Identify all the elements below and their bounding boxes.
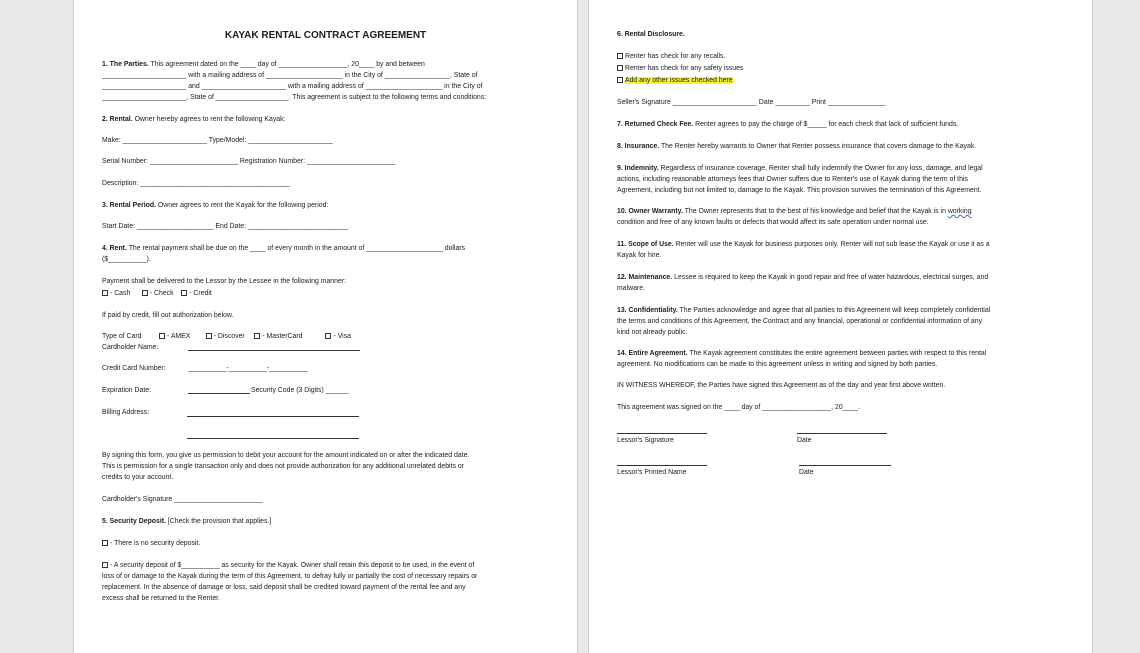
authorization-text-2: This is permission for a single transaction only and does not provide authorization for any additional unrelated debits or [102,463,464,470]
indemnity-line-3: Agreement, including but not limited to, damage to the Kayak. This provision survives the termination of this Agreement. [617,187,982,194]
lessor-signature-line[interactable] [617,433,707,434]
lessor-signature-label: Lessor's Signature [617,437,674,444]
visa-checkbox[interactable] [325,333,331,339]
billing-address-line-1[interactable] [187,416,359,417]
no-deposit-option: - There is no security deposit. [102,539,200,550]
section-rental-period: 3. Rental Period. Owner agrees to rent the Kayak for the following period: [102,202,329,209]
highlighted-text: Add any other issues checked here [625,77,733,84]
credit-card-number-label: Credit Card Number: [102,365,166,372]
section-confidentiality: 13. Confidentiality. The Parties acknowledge and agree that all parties to this Agreement will keep completely confidential [617,307,991,314]
lessor-printed-name-line[interactable] [617,465,707,466]
confidentiality-line-3: kind not already public. [617,329,688,336]
billing-address-line-2[interactable] [187,438,359,439]
section-maintenance: 12. Maintenance. Lessee is required to keep the Kayak in good repair and free of water hazardous, electrical surges, and [617,274,989,281]
cardholder-name-label: Cardholder Name: [102,344,159,351]
date-label-2: Date [799,469,814,476]
section-parties-line2: ______________________ with a mailing address of ____________________ in the City of _________________, State of [102,72,478,79]
owner-warranty-line-2: condition and free of any known faults or defects that would affect its safe operation under normal use. [617,219,929,226]
section-indemnity: 9. Indemnity. Regardless of insurance coverage, Renter shall fully indemnify the Owner for any loss, damage, and legal [617,165,983,172]
rent-amount-line: ($__________). [102,256,151,263]
section-security-deposit: 5. Security Deposit. [Check the provision that applies.] [102,518,272,525]
payment-manner: Payment shall be delivered to the Lessor by the Lessee in the following manner: [102,278,346,285]
description-field[interactable]: Description: _______________________________________ [102,180,290,187]
cardholder-name-line[interactable] [188,350,360,351]
credit-checkbox[interactable] [181,290,187,296]
date-line-1[interactable] [797,433,887,434]
recalls-checkbox[interactable] [617,53,623,59]
section-parties: 1. The Parties. This agreement dated on the ____ day of __________________, 20____ by and between [102,61,425,68]
document-page-2 [588,0,1093,653]
document-title: KAYAK RENTAL CONTRACT AGREEMENT [224,30,427,41]
maintenance-line-2: malware. [617,285,645,292]
safety-checkbox[interactable] [617,65,623,71]
credit-note: If paid by credit, fill out authorization below. [102,312,234,319]
mastercard-checkbox[interactable] [254,333,260,339]
deposit-text-2: loss of or damage to the Kayak during the term of this Agreement, to defray fully or partially the cost of necessary repairs or [102,573,478,580]
safety-option: Renter has check for any safety issues [617,64,743,75]
section-owner-warranty: 10. Owner Warranty. The Owner represents that to the best of his knowledge and belief that the Kayak is in working [617,208,972,215]
section-parties-line3: ______________________ and ______________________ with a mailing address of ____________________ in the City of [102,83,483,90]
card-type-options: - AMEX - Discover - MasterCard - Visa [159,332,351,343]
section-returned-check-fee: 7. Returned Check Fee. Renter agrees to pay the charge of $_____ for each check that lack of sufficient funds. [617,121,959,128]
authorization-text-3: credits to your account. [102,474,174,481]
expiration-date-line[interactable] [188,393,250,394]
discover-checkbox[interactable] [206,333,212,339]
cardholder-signature-field[interactable]: Cardholder's Signature _______________________ [102,496,263,503]
authorization-text-1: By signing this form, you give us permission to debit your account for the amount indicated on or after the indicated date. [102,452,470,459]
billing-address-label: Billing Address: [102,409,150,416]
section-entire-agreement: 14. Entire Agreement. The Kayak agreement constitutes the entire agreement between parties with respect to this rental [617,350,987,357]
no-deposit-checkbox[interactable] [102,540,108,546]
payment-method-options: - Cash - Check - Credit [102,289,212,300]
section-insurance: 8. Insurance. The Renter hereby warrants to Owner that Renter possess insurance that covers damage to the Kayak. [617,143,977,150]
credit-card-number-field[interactable]: __________-__________-__________ [188,365,308,372]
indemnity-line-2: actions, including reasonable attorneys fees that Owner suffers due to Renter's use of Kayak during the term of this [617,176,968,183]
deposit-text-3: replacement. In the absence of damage or loss, said deposit shall be credited toward payment of the rental fee and any [102,584,466,591]
other-issues-option [617,76,733,87]
deposit-text-4: excess shall be returned to the Renter. [102,595,220,602]
witness-clause: IN WITNESS WHEREOF, the Parties have signed this Agreement as of the day and year first above written. [617,382,946,389]
rental-dates-field[interactable]: Start Date: ____________________ End Date: __________________________ [102,223,348,230]
section-parties-line4: ______________________, State of ___________________. This agreement is subject to the following terms and conditions: [102,94,487,101]
deposit-option: - A security deposit of $__________ as security for the Kayak. Owner shall retain this deposit to be used, in the event of [102,561,474,572]
make-field[interactable]: Make: ______________________ Type/Model: ______________________ [102,137,333,144]
section-scope-of-use: 11. Scope of Use. Renter will use the Kayak for business purposes only. Renter will not sub lease the Kayak or use it as a [617,241,990,248]
scope-of-use-line-2: Kayak for hire. [617,252,662,259]
date-line-2[interactable] [799,465,891,466]
confidentiality-line-2: the terms and conditions of this Agreement, the Contract and any financial, operational or confidential information of any [617,318,983,325]
card-type-label: Type of Card [102,333,142,340]
section-rental: 2. Rental. Owner hereby agrees to rent the following Kayak: [102,116,286,123]
signed-on-field[interactable]: This agreement was signed on the ____ day of __________________, 20____. [617,404,860,411]
security-code-field[interactable]: Security Code (3 Digits) ______ [251,387,349,394]
seller-signature-field[interactable]: Seller's Signature ______________________ Date _________ Print _______________ [617,99,886,106]
cash-checkbox[interactable] [102,290,108,296]
recalls-option: Renter has check for any recalls. [617,52,725,63]
deposit-checkbox[interactable] [102,562,108,568]
section-rental-disclosure: 6. Rental Disclosure. [617,31,685,38]
section-rent: 4. Rent. The rental payment shall be due on the ____ of every month in the amount of ____________________ dollars [102,245,466,252]
date-label-1: Date [797,437,812,444]
amex-checkbox[interactable] [159,333,165,339]
entire-agreement-line-2: agreement. No modifications can be made to this agreement unless in writing and signed by both parties. [617,361,938,368]
other-issues-checkbox[interactable] [617,77,623,83]
document-page-1 [73,0,578,653]
lessor-printed-name-label: Lessor's Printed Name [617,469,687,476]
expiration-date-label: Expiration Date: [102,387,152,394]
serial-number-field[interactable]: Serial Number: _______________________ Registration Number: _______________________ [102,158,396,165]
check-checkbox[interactable] [142,290,148,296]
